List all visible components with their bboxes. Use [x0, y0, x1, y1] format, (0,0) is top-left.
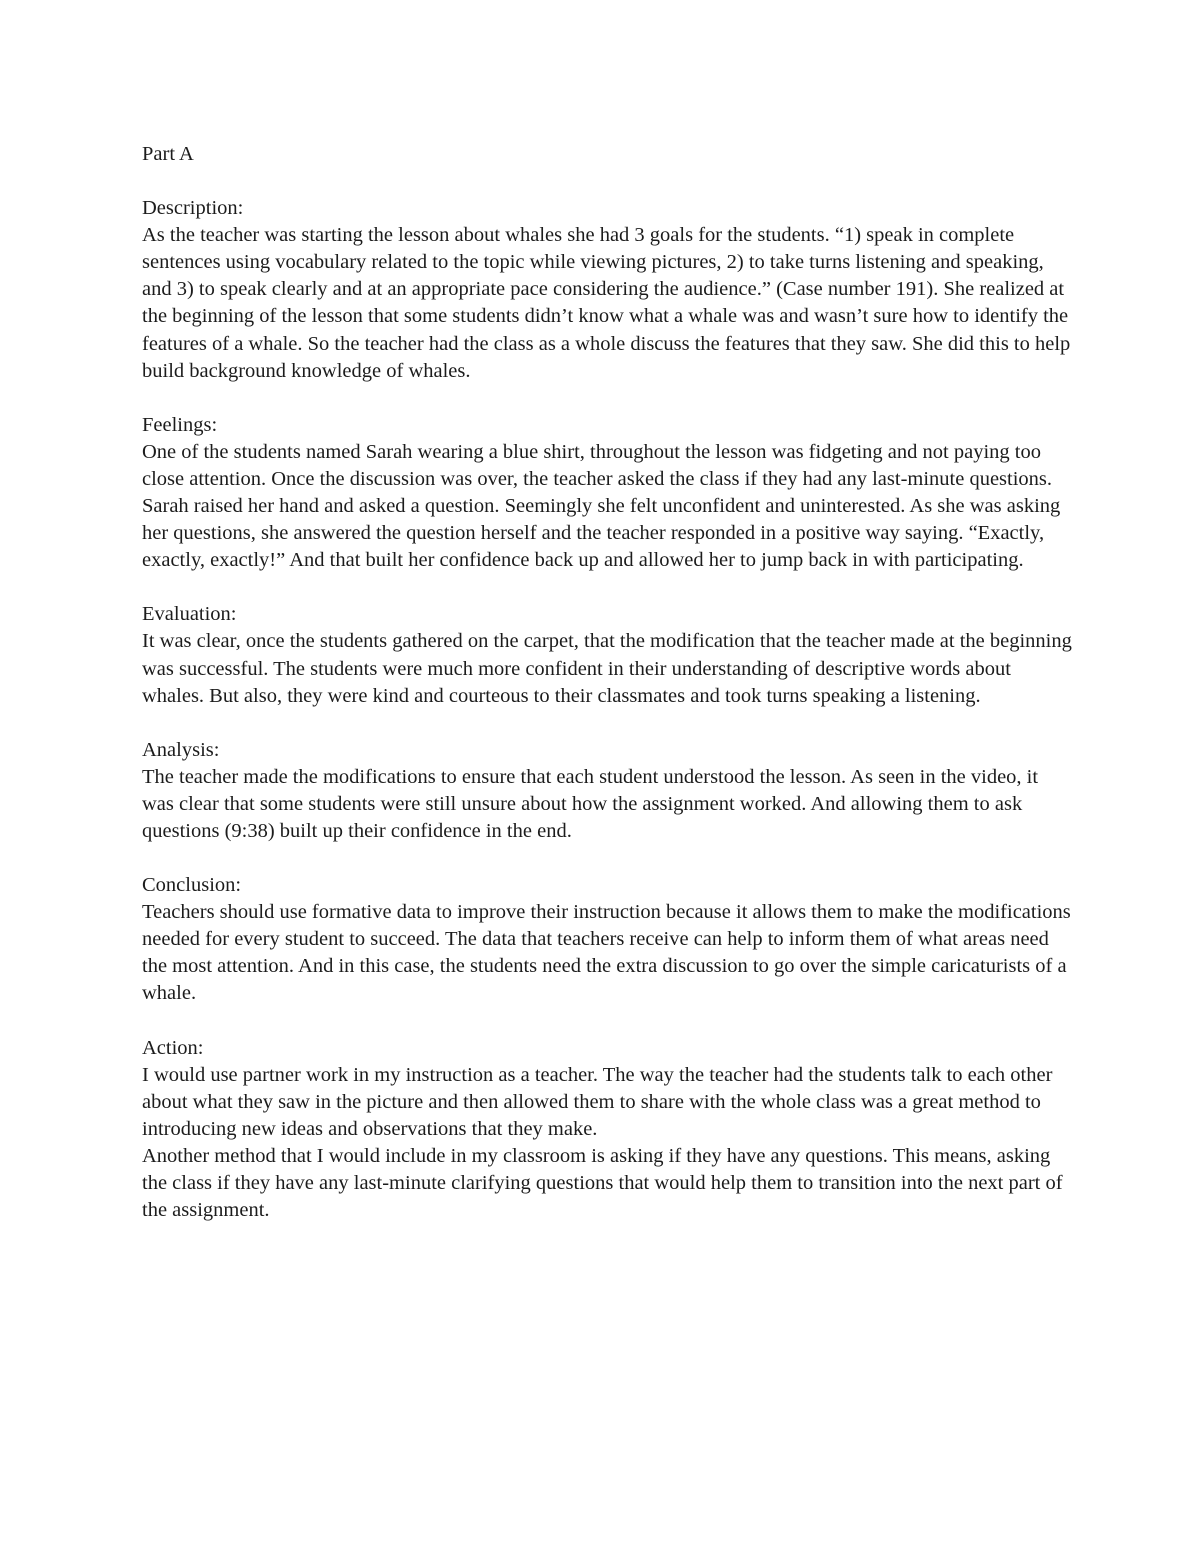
section-heading: Description:	[142, 197, 244, 220]
section-heading: Analysis:	[142, 738, 220, 761]
document-page	[142, 141, 1072, 1251]
section-paragraph: As the teacher was starting the lesson about whales she had 3 goals for the students. “1) speak in complete sentences using vocabulary related to the topic while viewing pictures, 2) to take turns listening and speaking, and 3) to speak clearly and at an appropriate pace considering the audience.” (Case number 191). She realized at the beginning of the lesson that some students didn’t know what a whale was and wasn’t sure how to identify the features of a whale. So the teacher had the class as a whole discuss the features that they saw. She did this to help build background knowledge of whales.	[142, 224, 1071, 382]
section-heading: Action:	[142, 1036, 204, 1059]
section-paragraph: One of the students named Sarah wearing a blue shirt, throughout the lesson was fidgeting and not paying too close attention. Once the discussion was over, the teacher asked the class if they had any last-minute questions. Sarah raised her hand and asked a question. Seemingly she felt unconfident and uninterested. As she was asking her questions, she answered the question herself and the teacher responded in a positive way saying. “Exactly, exactly, exactly!” And that built her confidence back up and allowed her to jump back in with participating.	[142, 440, 1061, 572]
document-title: Part A	[142, 143, 194, 165]
section-paragraph: I would use partner work in my instruction as a teacher. The way the teacher had the students talk to each other about what they saw in the picture and then allowed them to share with the whole class was a great method to introducing new ideas and observations that they make.	[142, 1063, 1053, 1140]
section-action	[142, 1035, 1072, 1225]
section-paragraph: It was clear, once the students gathered on the carpet, that the modification that the teacher made at the beginning was successful. The students were much more confident in their understanding of descriptive words about whales. But also, they were kind and courteous to their classmates and took turns speaking a listening.	[142, 630, 1072, 707]
section-conclusion	[142, 872, 1072, 1007]
section-description	[142, 195, 1072, 385]
section-heading: Evaluation:	[142, 603, 237, 626]
section-paragraph: Another method that I would include in my classroom is asking if they have any questions. This means, asking the class if they have any last-minute clarifying questions that would help them to transition into the next part of the assignment.	[142, 1144, 1063, 1222]
section-feelings	[142, 412, 1072, 575]
section-heading: Feelings:	[142, 413, 218, 436]
section-heading: Conclusion:	[142, 874, 242, 897]
section-paragraph: Teachers should use formative data to improve their instruction because it allows them to make the modifications needed for every student to succeed. The data that teachers receive can help to inform them of what areas need the most attention. And in this case, the students need the extra discussion to go over the simple caricaturists of a whale.	[142, 901, 1071, 1005]
section-evaluation	[142, 601, 1072, 709]
section-analysis	[142, 737, 1072, 845]
section-paragraph: The teacher made the modifications to ensure that each student understood the lesson. As seen in the video, it was clear that some students were still unsure about how the assignment worked. And allowing them to ask questions (9:38) built up their confidence in the end.	[142, 765, 1039, 842]
